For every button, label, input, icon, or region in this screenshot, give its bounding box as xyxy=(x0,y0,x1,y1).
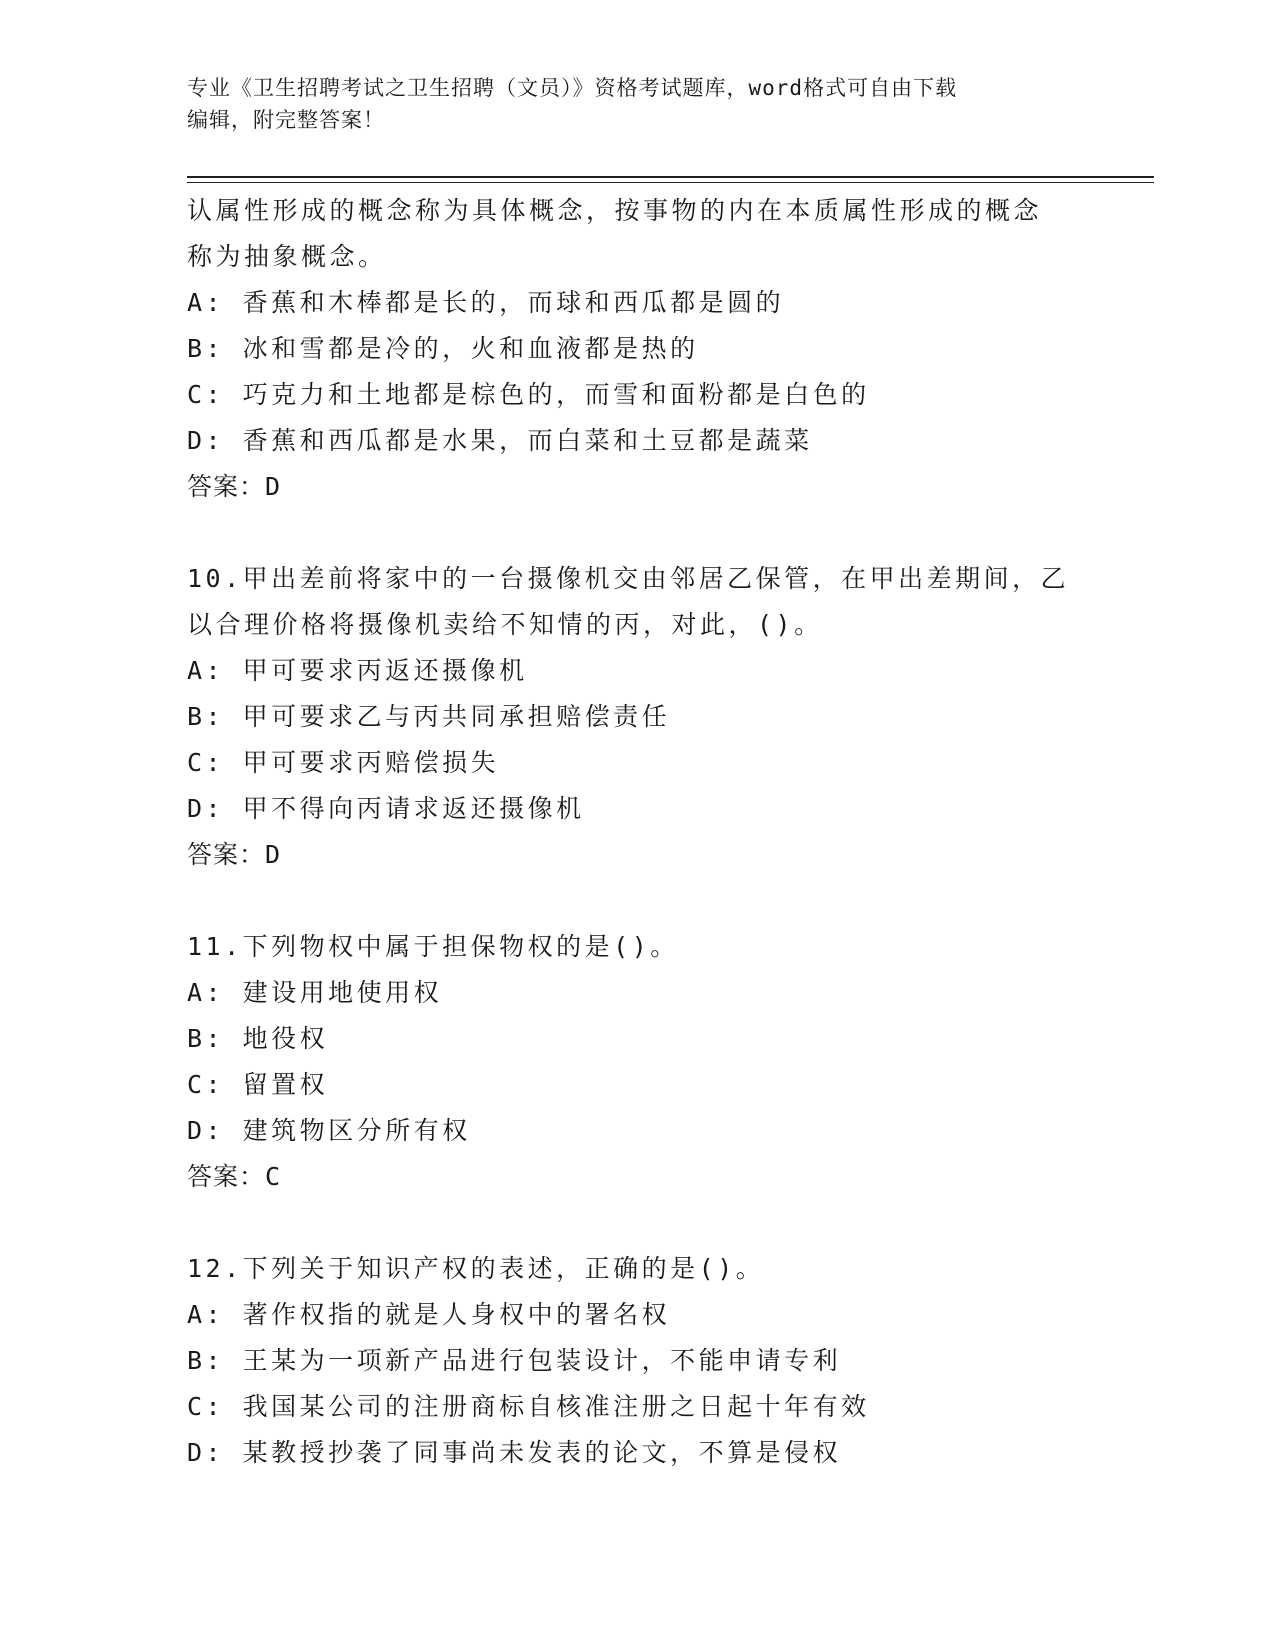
question-block-continued xyxy=(187,188,1087,510)
question-text-line: 11.下列物权中属于担保物权的是()。 xyxy=(187,932,679,961)
answer-line: 答案：C xyxy=(187,1162,282,1191)
option-b: B: 冰和雪都是冷的，火和血液都是热的 xyxy=(187,334,699,363)
option-d: D: 建筑物区分所有权 xyxy=(187,1116,471,1145)
header-line-2: 编辑，附完整答案！ xyxy=(187,108,385,132)
option-c: C: 巧克力和土地都是棕色的，而雪和面粉都是白色的 xyxy=(187,380,870,409)
spacer xyxy=(187,510,1087,556)
spacer xyxy=(187,1200,1087,1246)
option-a: A: 甲可要求丙返还摄像机 xyxy=(187,656,528,685)
option-a: A: 建设用地使用权 xyxy=(187,978,443,1007)
question-block-11 xyxy=(187,924,1087,1200)
option-c: C: 我国某公司的注册商标自核准注册之日起十年有效 xyxy=(187,1392,870,1421)
option-a: A: 香蕉和木棒都是长的，而球和西瓜都是圆的 xyxy=(187,288,785,317)
answer-line: 答案：D xyxy=(187,840,282,869)
question-text-line: 认属性形成的概念称为具体概念，按事物的内在本质属性形成的概念 xyxy=(187,196,1043,225)
option-a: A: 著作权指的就是人身权中的署名权 xyxy=(187,1300,671,1329)
question-text-line: 10.甲出差前将家中的一台摄像机交由邻居乙保管，在甲出差期间，乙 xyxy=(187,564,1070,593)
option-d: D: 甲不得向丙请求返还摄像机 xyxy=(187,794,585,823)
question-text-line: 称为抽象概念。 xyxy=(187,242,387,271)
option-b: B: 王某为一项新产品进行包装设计，不能申请专利 xyxy=(187,1346,842,1375)
option-d: D: 香蕉和西瓜都是水果，而白菜和土豆都是蔬菜 xyxy=(187,426,813,455)
question-block-12 xyxy=(187,1246,1087,1476)
question-text-line: 以合理价格将摄像机卖给不知情的丙，对此，()。 xyxy=(187,610,823,639)
answer-line: 答案：D xyxy=(187,472,282,501)
header-divider-thin xyxy=(187,182,1154,183)
header-line-1: 专业《卫生招聘考试之卫生招聘（文员）》资格考试题库，word格式可自由下载 xyxy=(187,76,958,100)
question-block-10 xyxy=(187,556,1087,878)
document-header xyxy=(187,72,1067,136)
option-c: C: 甲可要求丙赔偿损失 xyxy=(187,748,500,777)
question-content xyxy=(187,188,1087,1476)
question-text-line: 12.下列关于知识产权的表述，正确的是()。 xyxy=(187,1254,765,1283)
option-c: C: 留置权 xyxy=(187,1070,329,1099)
header-divider-thick xyxy=(187,176,1154,178)
option-b: B: 地役权 xyxy=(187,1024,329,1053)
option-d: D: 某教授抄袭了同事尚未发表的论文，不算是侵权 xyxy=(187,1438,842,1467)
spacer xyxy=(187,878,1087,924)
option-b: B: 甲可要求乙与丙共同承担赔偿责任 xyxy=(187,702,671,731)
